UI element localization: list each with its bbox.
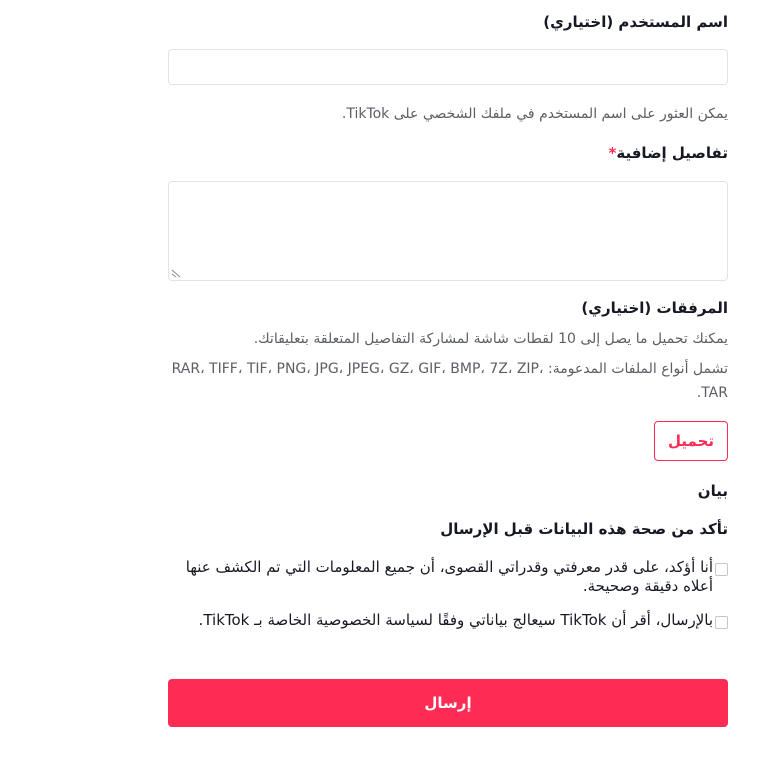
- details-textarea[interactable]: [168, 181, 728, 281]
- attachments-label: المرفقات (اختياري): [581, 299, 728, 317]
- confirm-accuracy-row[interactable]: [168, 558, 728, 596]
- details-label-text: تفاصيل إضافية: [616, 144, 728, 162]
- required-mark: *: [608, 144, 617, 162]
- attachments-formats-hint: تشمل أنواع الملفات المدعومة: RAR، TIFF، TIF، PNG، JPG، JPEG، GZ، GIF، BMP، 7Z، ZIP، TAR.: [171, 361, 728, 401]
- resize-handle-icon[interactable]: [171, 268, 181, 278]
- privacy-consent-label: بالإرسال، أقر أن TikTok سيعالج بياناتي وفقًا لسياسة الخصوصية الخاصة بـ TikTok.: [198, 611, 713, 629]
- confirm-accuracy-checkbox[interactable]: [715, 563, 728, 576]
- statement-title: بيان: [697, 482, 728, 500]
- submit-button[interactable]: إرسال: [168, 679, 728, 727]
- attachments-hint: يمكنك تحميل ما يصل إلى 10 لقطات شاشة لمشاركة التفاصيل المتعلقة بتعليقاتك.: [253, 331, 728, 347]
- privacy-consent-checkbox[interactable]: [715, 616, 728, 629]
- privacy-consent-row[interactable]: [168, 611, 728, 630]
- confirm-accuracy-label: أنا أؤكد، على قدر معرفتي وقدراتي القصوى، أن جميع المعلومات التي تم الكشف عنها أعلاه دقيقة وصحيحة.: [185, 558, 713, 595]
- username-label: اسم المستخدم (اختياري): [543, 13, 728, 31]
- statement-subtitle: تأكد من صحة هذه البيانات قبل الإرسال: [440, 520, 728, 538]
- username-input[interactable]: [168, 49, 728, 85]
- username-hint: يمكن العثور على اسم المستخدم في ملفك الشخصي على TikTok.: [341, 106, 728, 122]
- details-label: [609, 142, 728, 164]
- upload-button[interactable]: تحميل: [654, 421, 728, 461]
